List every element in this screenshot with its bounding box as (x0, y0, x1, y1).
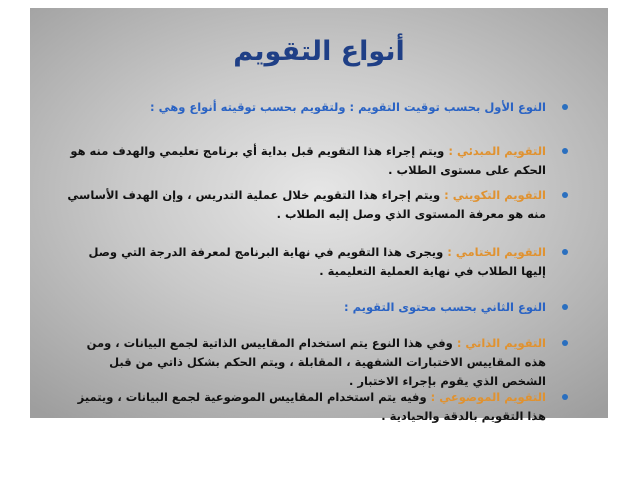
bullet-icon (562, 148, 568, 154)
item-lead: التقويم الموضوعي : (430, 390, 546, 404)
list-item (66, 388, 564, 426)
list-item (66, 243, 564, 281)
item-lead: النوع الأول بحسب توقيت التقويم : ولتقويم بحسب توقيته أنواع وهي : (150, 100, 546, 114)
item-lead: التقويم الختامي : (447, 245, 546, 259)
item-body: ويجرى هذا التقويم في نهاية البرنامج لمعرفة الدرجة التي وصل إليها الطلاب في نهاية العملية التعليمية . (88, 245, 546, 278)
item-lead: التقويم الذاتي : (456, 336, 546, 350)
list-item (66, 142, 564, 180)
slide-title: أنواع التقويم (233, 36, 405, 67)
bullet-icon (562, 249, 568, 255)
bullet-icon (562, 304, 568, 310)
bullet-icon (562, 340, 568, 346)
item-lead: التقويم المبدئي : (448, 144, 546, 158)
content-panel (30, 8, 608, 423)
item-body: وفي هذا النوع يتم استخدام المقاييس الذاتية لجمع البيانات ، ومن هذه المقاييس الاختبارات الشفهية ، المقابلة ، ويتم الحكم بشكل ذاتي من قبل الشخص الذي يقوم بإجراء الاختبار . (86, 336, 546, 388)
bullet-icon (562, 394, 568, 400)
item-body: وفيه يتم استخدام المقاييس الموضوعية لجمع البيانات ، ويتميز هذا التقويم بالدقة والحيادية . (77, 390, 546, 423)
item-body: ويتم إجراء هذا التقويم قبل بداية أي برنامج تعليمي والهدف منه هو الحكم على مستوى الطلاب . (70, 144, 546, 177)
list-item (66, 334, 564, 391)
bullet-icon (562, 192, 568, 198)
bullet-icon (562, 104, 568, 110)
list-item (66, 98, 564, 117)
list-item (66, 186, 564, 224)
item-lead: التقويم التكويني : (444, 188, 546, 202)
item-lead: النوع الثاني بحسب محتوى التقويم : (344, 300, 546, 314)
list-item (66, 298, 564, 317)
item-body: ويتم إجراء هذا التقويم خلال عملية التدريس ، وإن الهدف الأساسي منه هو معرفة المستوى الذي وصل إليه الطلاب . (67, 188, 546, 221)
